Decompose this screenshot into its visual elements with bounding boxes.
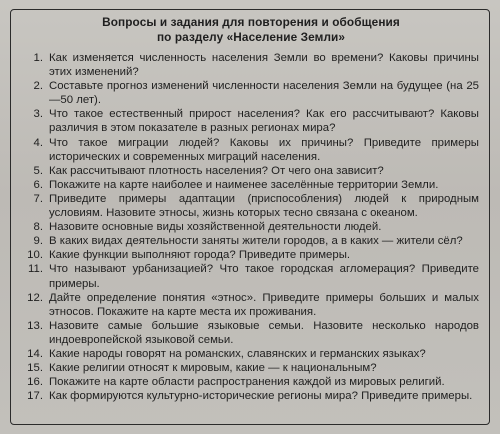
question-text: Какие религии относят к мировым, какие — к национальным? — [49, 362, 377, 375]
section-title-line-1: Вопросы и задания для повторения и обобщения — [102, 15, 400, 29]
question-number: 1. — [33, 52, 43, 64]
question-text: Назовите основные виды хозяйственной деятельности людей. — [49, 221, 382, 234]
question-text: Как рассчитывают плотность населения? От чего она зависит? — [49, 164, 384, 177]
questions-frame — [10, 9, 490, 425]
question-item — [23, 220, 479, 234]
question-text: Назовите самые большие языковые семьи. Назовите несколько народов индоевропейской языковой семьи. — [49, 319, 479, 346]
question-item — [23, 136, 479, 164]
question-item — [23, 178, 479, 192]
question-item — [23, 319, 479, 347]
question-number: 11. — [28, 263, 43, 276]
question-text: Дайте определение понятия «этнос». Приведите примеры больших и малых этносов. Покажите на карте места их проживания. — [49, 291, 479, 318]
question-text: Какие функции выполняют города? Приведите примеры. — [49, 249, 351, 262]
question-text: Как изменяется численность населения Земли во времени? Каковы причины этих изменений? — [49, 52, 479, 79]
question-item — [23, 107, 479, 135]
question-item — [23, 79, 479, 107]
question-number: 5. — [33, 164, 43, 177]
question-number: 8. — [33, 221, 43, 234]
question-text: Покажите на карте наиболее и наименее заселённые территории Земли. — [49, 178, 439, 191]
question-text: Приведите примеры адаптации (приспособления) людей к природным условиям. Назовите этносы, жизнь которых тесно связана с океаном. — [49, 192, 479, 220]
question-number: 4. — [33, 136, 43, 149]
question-item — [23, 248, 479, 262]
question-item — [23, 234, 479, 248]
question-item — [23, 164, 479, 178]
question-number: 15. — [27, 362, 43, 375]
question-number: 6. — [33, 178, 43, 191]
question-text: Составьте прогноз изменений численности населения Земли на будущее (на 25—50 лет). — [49, 80, 479, 107]
question-item — [23, 291, 479, 319]
question-item — [23, 361, 479, 375]
question-item — [23, 192, 479, 220]
section-title — [23, 15, 479, 45]
question-number: 16. — [27, 376, 43, 389]
question-number: 14. — [27, 347, 43, 360]
question-number: 10. — [27, 249, 43, 262]
question-item — [23, 375, 479, 389]
question-number: 3. — [33, 108, 43, 121]
question-item — [23, 51, 479, 79]
section-title-line-2: по разделу «Население Земли» — [156, 30, 346, 44]
question-item — [23, 389, 479, 403]
question-text: В каких видах деятельности заняты жители городов, а в каких — жители сёл? — [49, 235, 463, 248]
question-number: 12. — [27, 291, 43, 304]
question-text: Что такое миграции людей? Каковы их причины? Приведите примеры исторических и современных миграций населения. — [49, 136, 479, 163]
question-number: 7. — [33, 192, 43, 205]
question-text: Покажите на карте области распространения каждой из мировых религий. — [49, 376, 445, 389]
question-text: Что такое естественный прирост населения? Как его рассчитывают? Каковы различия в этом показателе в разных регионах мира? — [49, 108, 479, 135]
questions-list — [23, 51, 479, 403]
question-text: Какие народы говорят на романских, славянских и германских языках? — [49, 347, 426, 360]
question-number: 17. — [27, 390, 43, 403]
question-number: 2. — [33, 80, 43, 93]
question-text: Что называют урбанизацией? Что такое городская агломерация? Приведите примеры. — [49, 263, 479, 290]
question-text: Как формируются культурно-исторические регионы мира? Приведите примеры. — [49, 390, 473, 403]
question-item — [23, 347, 479, 361]
question-item — [23, 262, 479, 290]
question-number: 13. — [27, 319, 43, 332]
question-number: 9. — [33, 235, 43, 248]
